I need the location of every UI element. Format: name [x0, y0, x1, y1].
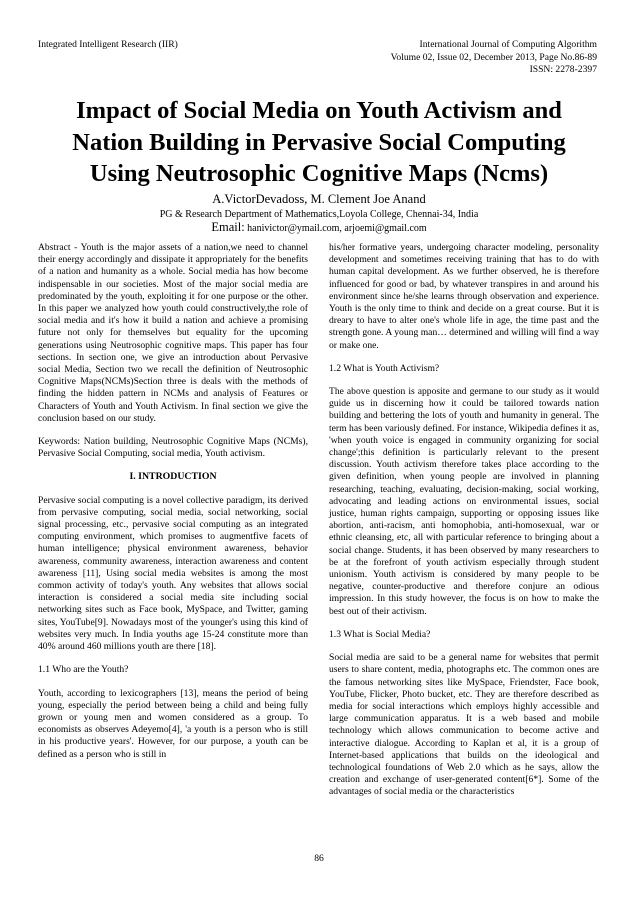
journal-volume: Volume 02, Issue 02, December 2013, Page No.86-89	[390, 51, 597, 63]
journal-name: International Journal of Computing Algorithm	[419, 39, 597, 50]
activism-paragraph: The above question is apposite and germane to our study as it would guide us in discerning how it could be tailored towards nation building and bettering the lots of youth and humanity in general. The term has been variously defined. For instance, Wikipedia defines it as, 'when youth voice is engaged in community organizing for social change';this definition is particularly relevant to the present discussion. Youth activism therefore takes place according to the given definition, when young people are involved in planning researching, teaching, evaluating, decision-making, social working, advocating and leading actions on environmental issues, social justice, human rights campaign, supporting or opposing issues like abortion, anti-racism, anti homophobia, anti-homosexual, war or ethnic cleansing, etc, all with particular reference to bringing about a social change. Students, it has been observed by many researchers to be at the forefront of youth activism especially through student unionism. Youth activism is considered by many people to be negative, counter-productive and therefore conjure an odious impression. In this study however, the focus is on how to make the best out of their activism.	[329, 386, 599, 617]
journal-publisher: Integrated Intelligent Research (IIR)	[38, 39, 178, 50]
abstract-paragraph: Abstract - Youth is the major assets of a nation,we need to channel their energy accordingly and dissipate it appropriately for the benefits of a nation and humanity as a whole. Social media has how become indispensable in our societies. Most of the major social media are predominated by the youth, exploiting it for one purpose or the other. In this paper we analyzed how youth could constructively,the role of social media and it's how it build a nation and achieve a promising future not only for themselves but equality for the upcoming generations using Neutrosophic cognitive maps. This paper has four sections. In section one, we give an introduction about Pervasive social Media, Section two we recall the definition of Neutrosophic Cognitive Maps(NCMs)Section three is deals with the methods of finding the hidden pattern in NCMs and analysis of Features or Characters of Youth and Youth Activism. In final section we give the conclusion based on our study.	[38, 242, 308, 424]
section-heading-introduction	[38, 471, 308, 483]
intro-paragraph: Pervasive social computing is a novel collective paradigm, its derived from pervasive computing, social media, social networking, social signal processing, etc., pervasive social computing as an integrated computing environment, which promises to augmentfive facets of human intelligence; physical environment awareness, behavior awareness, community awareness, interaction awareness and content awareness [11], Using social media websites is among the most common activity of today's youth. Any websites that allows social interaction is considered a social media site including social networking sites such as Face book, MySpace, and Twitter, gaming sites, YouTube[9]. Nowadays most of the younger's using this kind of websites very much. In India youths age 15-24 constitute more than 40% around 460 millions youth are there [18].	[38, 494, 308, 653]
right-column	[329, 242, 599, 810]
authors: A.VictorDevadoss, M. Clement Joe Anand	[212, 192, 426, 206]
subheading-youth-activism: 1.2 What is Youth Activism?	[329, 362, 440, 374]
title-line-2: Nation Building in Pervasive Social Computing	[72, 128, 566, 156]
social-media-paragraph: Social media are said to be a general name for websites that permit users to share content, media, photographs etc. The common ones are the famous networking sites like MySpace, Friendster, Face book, YouTube, Flicker, Photo bucket, etc. They are therefore described as media for social interactions which employs highly accessible and large communication apparatus. It is a web based and mobile technology which allows communication to become active and interactive dialogue. According to Kaplan et al, it is a group of Internet-based applications that builds on the ideological and technological foundations of Web 2.0 which as he says, allow the creation and exchange of user-generated content[6*]. Some of the advantages of social media or the characteristics	[329, 652, 599, 798]
page-number: 86	[314, 853, 324, 864]
email-label: Email:	[211, 220, 245, 234]
email-line	[0, 220, 638, 236]
subheading-who-are-youth: 1.1 Who are the Youth?	[38, 664, 129, 676]
title-line-3: Using Neutrosophic Cognitive Maps (Ncms)	[89, 160, 549, 187]
keywords-paragraph: Keywords: Nation building, Neutrosophic Cognitive Maps (NCMs), Pervasive Social Computing, social media, Youth activism.	[38, 436, 308, 460]
section-heading-text: I. INTRODUCTION	[129, 471, 217, 483]
journal-info	[391, 39, 597, 77]
left-column	[38, 242, 308, 772]
youth-paragraph: Youth, according to lexicographers [13], means the period of being young, especially the period between being a child and being fully grown or young men and women considered as a group. To economists as observes Adeyemo[4], 'a youth is a person who is still in his productive years'. However, for our purpose, a youth can be defined as a person who is still in	[38, 687, 308, 760]
continuation-paragraph: his/her formative years, undergoing character modeling, personality development and sometimes receiving training that has to do with human capital development. As we further observed, he is therefore influenced for good or bad, by whatever transpires in and around his environment since he/she learns through observation and experience. Youth is the only time to think and decide on a great course. But it is dreary to have to alter one's whole life in age, the time past and the strength gone. A young man… determined and willing will find a way or make one.	[329, 242, 599, 351]
affiliation: PG & Research Department of Mathematics,Loyola College, Chennai-34, India	[159, 209, 479, 220]
subheading-social-media: 1.3 What is Social Media?	[329, 628, 431, 640]
journal-issn: ISSN: 2278-2397	[529, 64, 597, 75]
paper-title	[20, 95, 618, 190]
email-values: hanivictor@ymail.com, arjoemi@gmail.com	[247, 223, 427, 234]
title-line-1: Impact of Social Media on Youth Activism and	[76, 97, 562, 124]
